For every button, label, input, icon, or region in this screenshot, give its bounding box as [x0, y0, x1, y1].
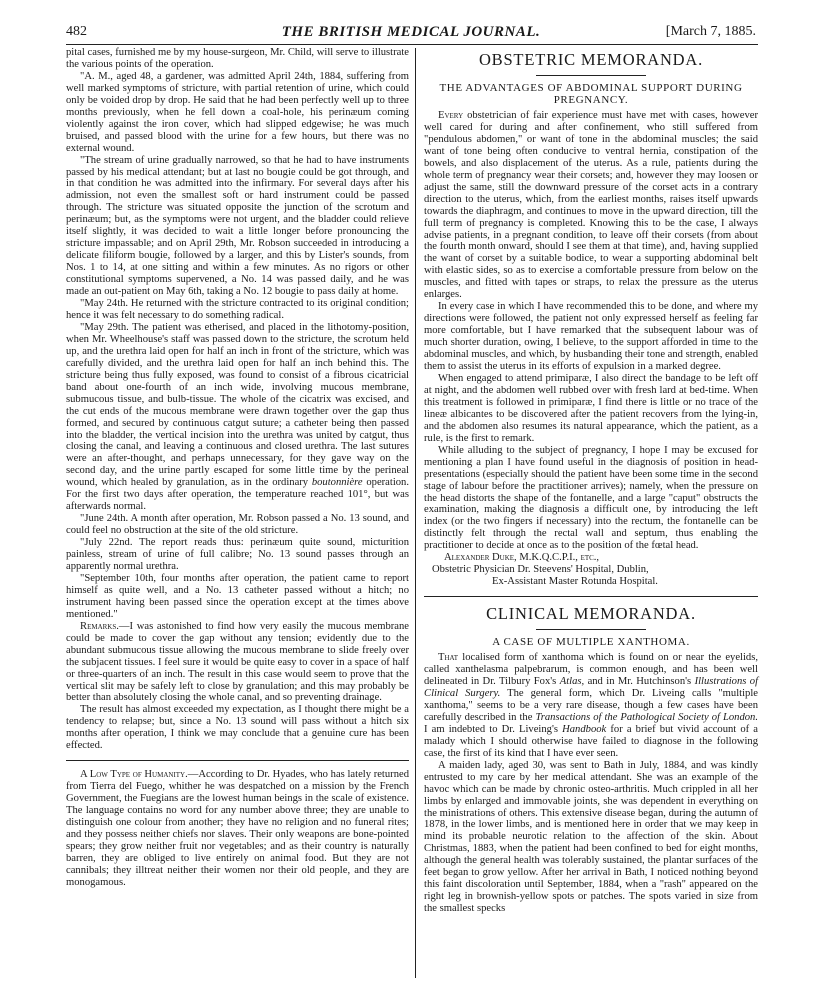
paragraph: pital cases, furnished me by my house-surgeon, Mr. Child, will serve to illustrate the various points of the operation. — [66, 47, 409, 70]
issue-date: [March 7, 1885. — [665, 24, 756, 39]
text: for a brief but vivid account of a malady which I should otherwise have failed to diagnose in the following case, the first of its kind that I have ever seen. — [424, 723, 759, 759]
article-lead: Every — [438, 110, 464, 121]
left-column — [66, 47, 409, 889]
paragraph: "September 10th, four months after operation, the patient came to report himself as quite well, and a No. 13 catheter passed without a hitch; no instrument having been passed since the operation except at the times above mentioned." — [66, 572, 409, 620]
text: —I was astonished to find how very easily the mucous membrane could be made to cover the gap without any tension; evidently due to the abundant submucous tissue allowing the mucous membrane to slide freely over the subjacent tissues. I feel sure it would be quite easy to cover in a space of half or three-quarters of an inch. The result in this case would seem to prove that the vertical slit may be safely left to close by granulation; and this may probably be better than absolutely closing the whole canal, and so preventing drainage. — [66, 620, 409, 704]
section-rule — [424, 596, 758, 597]
paragraph — [424, 652, 758, 760]
title-rule — [536, 75, 646, 76]
paragraph: "The stream of urine gradually narrowed, so that he had to have instruments passed by his medical attendant; but at last no bougie could be got through, and in that condition he was admitted into the infirmary. For several days after his admission, not even the smallest soft or hard instrument could be passed through. The stricture was situated opposite the junction of the scrotum and perinæum; but, as the symptoms were not urgent, and the bladder could relieve itself slightly, it was decided to wait a little longer before pronouncing the stricture impassable; and on April 29th, Mr. Robson succeeded in introducing a delicate filiform bougie, followed by a larger, and this by Lister's sounds, from Nos. 1 to 14, at one sitting and within a few minutes. As no rigors or other constitutional symptoms supervened, a No. 14 was passed daily, and he was made an out-patient on May 6th, taking a No. 12 bougie to pass daily at home. — [66, 154, 409, 298]
paragraph — [66, 621, 409, 705]
paragraph: When engaged to attend primiparæ, I also direct the bandage to be left off at night, and the abdomen well rubbed over with fresh lard at bed-time. When this treatment is followed in primiparæ, I find there is little or no trace of the lineæ albicantes to be discovered after the patient recovers from the lying-in, and the abdomen also resumes its natural appearance, which the patient, as a rule, is the first to remark. — [424, 372, 758, 444]
author-position: Ex-Assistant Master Rotunda Hospital. — [492, 576, 658, 588]
paragraph: While alluding to the subject of pregnancy, I hope I may be excused for mentioning a plan I have found useful in the diagnosis of position in head-presentations (especially should the patient have been some time in the second stage of labour before the practitioner arrives); namely, when the pressure on the head distorts the shape of the fontanelle, and a large "caput" obstructs the examination, making the diagnosis a difficult one, by introducing the left index (or the two fingers if necessary) into the rectum, the fontanelle can be distinctly felt through the rectal wall and septum, thus enabling the practitioner to decide at once as to the position of the fœtal head. — [424, 444, 758, 552]
text: "May 29th. The patient was etherised, and placed in the lithotomy-position, when Mr. Wheelhouse's staff was passed down to the stricture, the scrotum held up, and the urethra laid open for half an inch in front of the stricture, which was carefully divided, and the urethra laid open for half an inch behind this. The stricture being thus fully exposed, was found to consist of a fibrous cicatricial band about one-fourth of an inch wide, involving mucous membrane, submucous tissue, and bulb-tissue. The whole of the cicatrix was excised, and the cut ends of the mucous membrane were drawn together over the gap thus formed, and secured by continuous catgut suture; a catheter being then passed into the bladder, the vertical incision into the urethra was united by catgut, thus closing the canal, and leaving a continuous and closed urethra. The last sutures were an after-thought, and perhaps unnecessary, for they gave way on the second day, and the urine partly escaped for some little time by the perineal wound, which healed by granulation, as in the ordinary — [66, 321, 409, 489]
paragraph — [66, 769, 409, 889]
paragraph: "June 24th. A month after operation, Mr. Robson passed a No. 13 sound, and could feel no obstruction at the site of the old stricture. — [66, 513, 409, 537]
paragraph — [424, 110, 758, 301]
italic-title: Transactions of the Pathological Society of London. — [535, 711, 758, 723]
paragraph: A maiden lady, aged 30, was sent to Bath in July, 1884, and was kindly entrusted to my care by her medical attendant. She was an example of the havoc which can be made by chronic osteo-arthritis. Much crippled in all her limbs by enlarged and immovable joints, she was dependent in everything on the ministrations of others. This extensive disease began, during the autumn of 1878, in the lower limbs, and is mentioned here in order that we may keep in mind its probable neurotic relation to the affection of the skin. About Christmas, 1883, when the patient had been confined to bed for eight months, although the general health was tolerably sustained, the plantar surfaces of the feet began to grow yellow. After her arrival in Bath, I noticed nothing beyond this faint discoloration until September, 1884, when a "rash" appeared on the right leg in brownish-yellow spots or patches. The spots varied in size from the smallest specks — [424, 759, 758, 915]
paragraph — [66, 322, 409, 513]
paragraph: The result has almost exceeded my expectation, as I thought there might be a tendency to relapse; but, since a No. 13 sound will pass without a hitch six months after operation, I think we may conclude that a genuine cure has been effected. — [66, 704, 409, 752]
obstetric-article-title: THE ADVANTAGES OF ABDOMINAL SUPPORT DURING PREGNANCY. — [439, 82, 743, 106]
header-rule — [66, 44, 758, 45]
section-rule — [66, 760, 409, 761]
right-column — [424, 47, 758, 915]
page-number: 482 — [66, 24, 87, 39]
text: —According to Dr. Hyades, who has lately returned from Tierra del Fuego, whither he was despatched on a mission by the French Government, the Fuegians are the lowest human beings in the scale of existence. The language contains no word for any number above three; they are unable to distinguish one colour from another; they have no religion and no funeral rites; and they possess neither chiefs nor slaves. Their only weapons are bone-pointed spears; they grow neither fruit nor vegetables; and as their country is naturally barren, they are obliged to live entirely on animal food. But they are not cannibals; they illtreat neither their women nor their old people, and they are monogamous. — [66, 769, 409, 888]
text: obstetrician of fair experience must have met with cases, however well cared for during and after confinement, who still suffered from "pendulous abdomen," or want of tone in the abdominal muscles; the said want of tone being often conducive to ventral hernia, constipation of the bowels, and also displacement of the uterus. As a rule, patients during the whole term of pregnancy wear their corsets; and, however they may loosen or adjust the same, still the downward pressure of the corset acts in a contrary direction to the uterus, which, from the earliest months, raises itself upwards towards the diaphragm, and continues to move in the upward direction, till the full term of pregnancy is completed. Knowing this to be the case, I always advise patients, in a pregnant condition, to leave off their corsets (from about the fourth month onward, should I see them at that time), and, having supplied the want of corset by a suitable bodice, to wear a supporting abdominal belt with elastic sides, so as to exercise a comfortable pressure from below on the muscles, and fitted with tapes or straps, to relax the pressure as the uterus enlarges. — [424, 110, 758, 301]
clinical-article-title: A CASE OF MULTIPLE XANTHOMA. — [492, 636, 690, 649]
journal-title: THE BRITISH MEDICAL JOURNAL. — [281, 24, 541, 40]
italic-title: Handbook — [562, 723, 607, 735]
remarks-lead: Remarks. — [80, 620, 119, 632]
running-header — [66, 24, 756, 44]
paragraph: "May 24th. He returned with the stricture contracted to its original condition; hence it was felt necessary to do something radical. — [66, 298, 409, 321]
italic-title: Atlas, — [559, 676, 585, 688]
signature-block — [424, 552, 758, 588]
italic-term: boutonnière — [311, 477, 363, 489]
paragraph: "July 22nd. The report reads thus: perinæum quite sound, micturition painless, stream of urine of full calibre; No. 13 sound passes through an apparently normal urethra. — [66, 537, 409, 572]
author-position: Obstetric Physician Dr. Steevens' Hospital, Dublin, — [432, 564, 649, 576]
obstetric-section-title: OBSTETRIC MEMORANDA. — [478, 50, 704, 69]
column-divider — [415, 48, 416, 978]
article-lead: A Low Type of Humanity. — [80, 769, 188, 781]
italic-title: Illustrations of Clinical Surgery. — [424, 676, 759, 699]
text: localised form of xanthoma which is found on or near the eyelids, called xanthelasma palpebrarum, is common enough, and has been well delineated in Dr. Tilbury Fox's — [424, 652, 758, 688]
paragraph: In every case in which I have recommended this to be done, and where my directions were followed, the patient not only expressed herself as feeling far more comfortable, but I have remarked that the subsequent labour was of much shorter duration, owing, I believe, to the support afforded in time to the abdominal muscles, and which, by husbanding their tone and strength, enabled them to assist the uterus in its efforts of expulsion in a marked degree. — [424, 301, 758, 373]
paragraph: "A. M., aged 48, a gardener, was admitted April 24th, 1884, suffering from well marked symptoms of stricture, with partial retention of urine, which could only be voided drop by drop. He said that he had been perfectly well up to three months previously, when he fell down a coal-hole, his perinæum coming violently against the iron cover, which had slipped edgewise; he was much bruised, and passed blood with the urine for a few hours, but there was no external wound. — [66, 70, 409, 154]
author-name: Alexander Duke, M.K.Q.C.P.I., etc., — [444, 552, 600, 564]
clinical-section-title: CLINICAL MEMORANDA. — [486, 604, 696, 624]
article-lead: That — [438, 652, 459, 664]
text: I am indebted to Dr. Liveing's — [424, 723, 558, 735]
text: operation. For the first two days after operation, the temperature reached 101°, but was afterwards normal. — [66, 477, 409, 513]
text: The general form, which Dr. Liveing calls "multiple xanthoma," seems to be a very rare disease, though a few cases have been carefully described in the — [424, 687, 758, 723]
text: and in Mr. Hutchinson's — [587, 676, 692, 688]
title-rule — [536, 629, 646, 630]
